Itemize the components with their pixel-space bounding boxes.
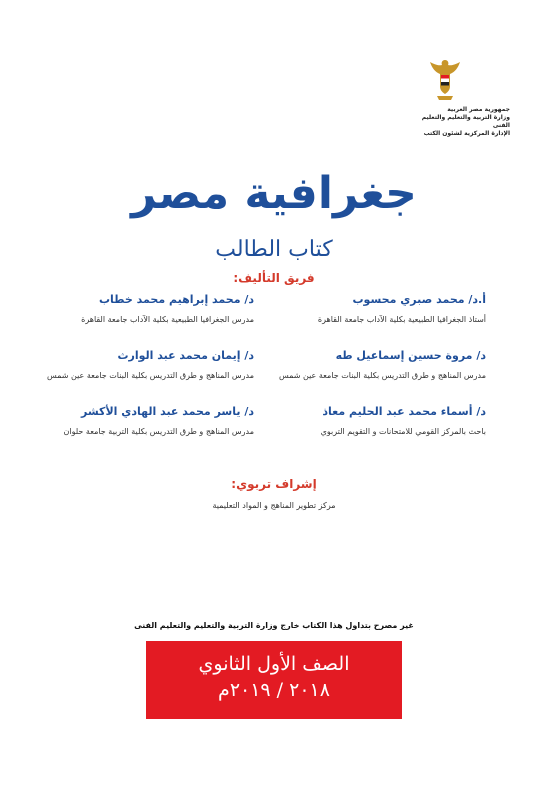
distribution-notice: غير مصرح بتداول هذا الكتاب خارج وزارة التربية والتعليم والتعليم الفنى bbox=[134, 621, 414, 630]
author-affiliation: مدرس المناهج و طرق التدريس بكلية التربية جامعة حلوان bbox=[63, 427, 254, 436]
authors-heading: فريق التأليف: bbox=[233, 271, 315, 285]
author-affiliation: باحث بالمركز القومي للامتحانات و التقويم التربوي bbox=[320, 427, 486, 436]
author-entry bbox=[256, 292, 486, 326]
author-name: أ.د/ محمد صبري محسوب bbox=[352, 293, 486, 306]
grade-box bbox=[146, 641, 402, 719]
author-affiliation: أستاذ الجغرافيا الطبيعية بكلية الآداب جامعة القاهرة bbox=[317, 315, 486, 324]
author-entry bbox=[256, 348, 486, 382]
ministry-line: جمهورية مصر العربية bbox=[447, 106, 510, 113]
author-entry bbox=[24, 404, 254, 438]
book-subtitle: كتاب الطالب bbox=[215, 237, 333, 262]
author-affiliation: مدرس المناهج و طرق التدريس بكلية البنات جامعة عين شمس bbox=[278, 371, 486, 380]
supervision-body: مركز تطوير المناهج و المواد التعليمية bbox=[212, 501, 336, 510]
author-entry bbox=[24, 292, 254, 326]
ministry-line: وزارة التربية والتعليم والتعليم الفنى bbox=[421, 114, 510, 129]
supervision-heading: إشراف تربوي: bbox=[231, 477, 317, 491]
author-name: د/ مروة حسين إسماعيل طه bbox=[335, 349, 486, 362]
academic-year: ٢٠١٨ / ٢٠١٩م bbox=[218, 679, 330, 701]
author-name: د/ ياسر محمد عبد الهادي الأكشر bbox=[81, 405, 254, 418]
ministry-line: الإدارة المركزية لشئون الكتب bbox=[423, 130, 510, 137]
ministry-header bbox=[410, 106, 510, 138]
author-entry bbox=[256, 404, 486, 438]
author-affiliation: مدرس المناهج و طرق التدريس بكلية البنات جامعة عين شمس bbox=[46, 371, 254, 380]
book-title: جغرافية مصر bbox=[131, 168, 417, 219]
author-name: د/ محمد إبراهيم محمد خطاب bbox=[99, 293, 254, 306]
author-name: د/ إيمان محمد عبد الوارث bbox=[117, 349, 254, 362]
author-name: د/ أسماء محمد عبد الحليم معاذ bbox=[322, 405, 486, 418]
author-entry bbox=[24, 348, 254, 382]
eagle-emblem-icon bbox=[428, 56, 462, 102]
author-affiliation: مدرس الجغرافيا الطبيعية بكلية الآداب جامعة القاهرة bbox=[81, 315, 254, 324]
grade-label: الصف الأول الثانوي bbox=[198, 653, 350, 675]
